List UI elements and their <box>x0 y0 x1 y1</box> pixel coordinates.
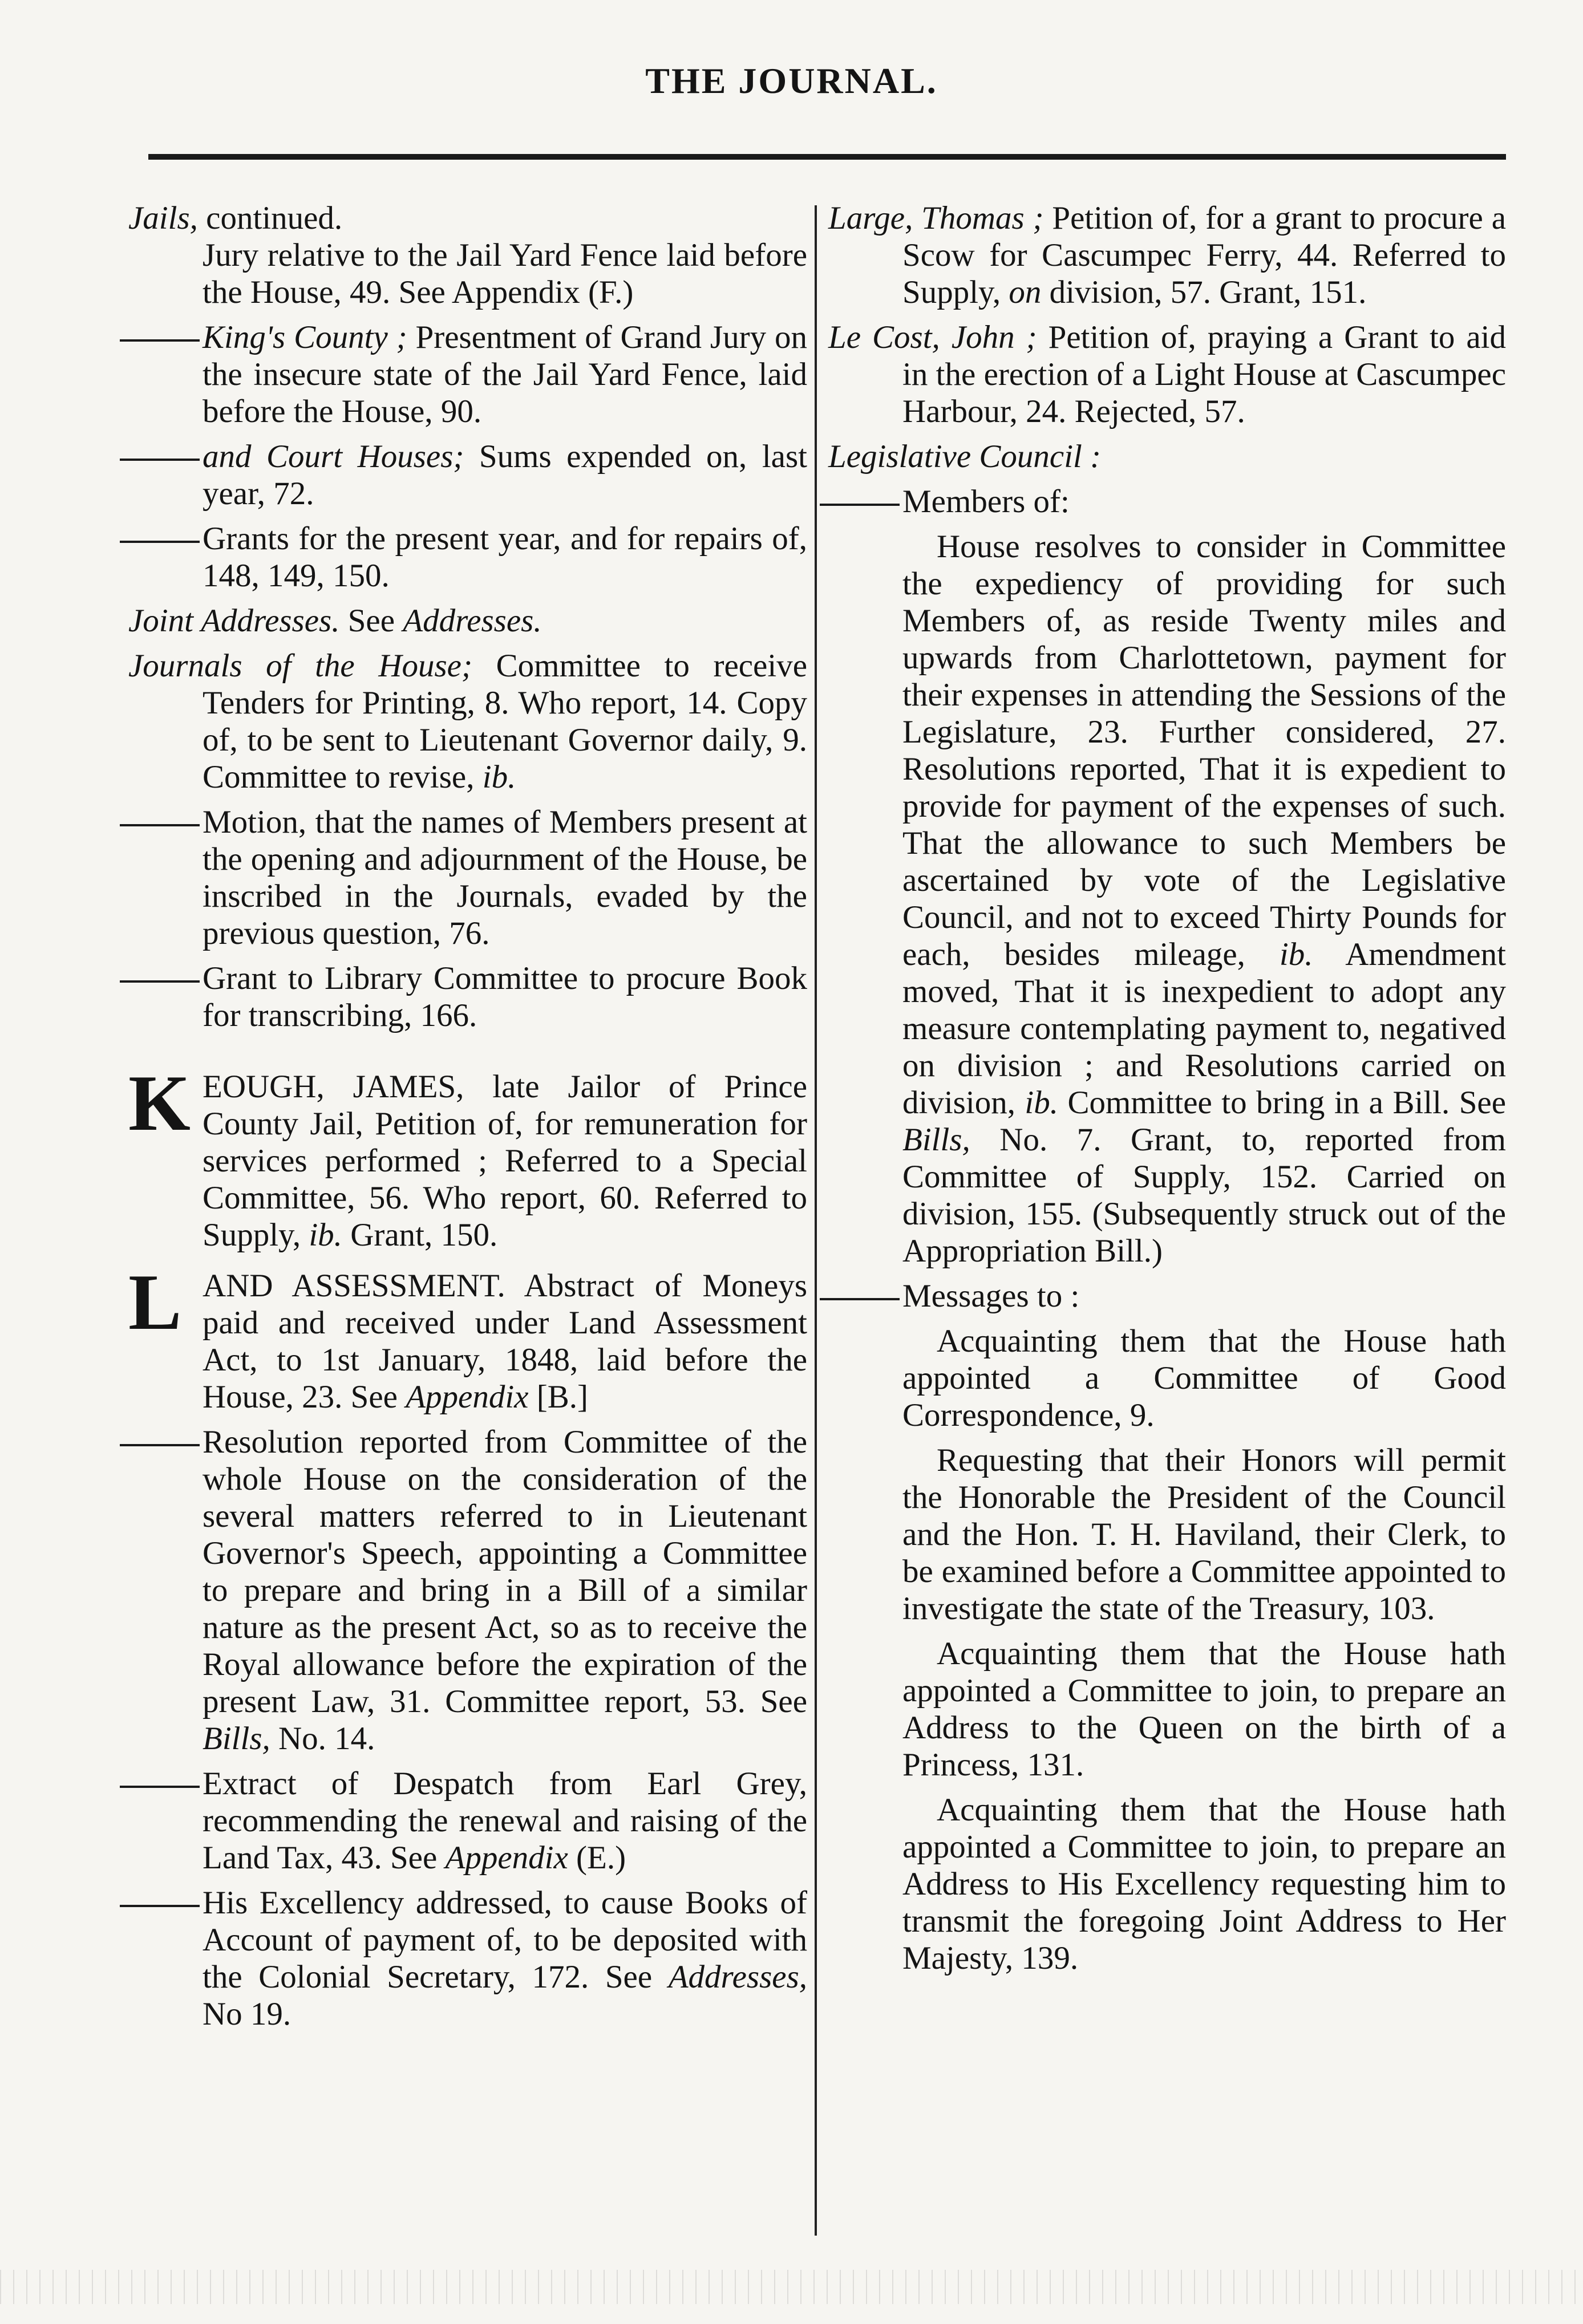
left-column <box>128 200 807 2041</box>
entry-grants: Grants for the present year, and for repairs of, 148, 149, 150. <box>203 520 807 594</box>
dash-rule <box>120 824 200 826</box>
entry-extract: Extract of Despatch from Earl Grey, recommending the renewal and raising of the Land Tax, 43. See Appendix (E.) <box>203 1765 807 1876</box>
dash-rule <box>120 541 200 543</box>
entry-jails: Jails, continued. Jury relative to the Jail Yard Fence laid before the House, 49. See Appendix (F.) <box>128 200 807 310</box>
message-paragraph: Acquainting them that the House hath appointed a Committee to join, to prepare an Address to the Queen on the birth of a Princess, 131. <box>902 1636 1506 1783</box>
entry-journals: Journals of the House; Committee to receive Tenders for Printing, 8. Who report, 14. Copy of, to be sent to Lieutenant Governor daily, 9. Committee to revise, ib. <box>128 648 807 795</box>
entry-library: Grant to Library Committee to procure Book for transcribing, 166. <box>203 960 807 1034</box>
dash-rule <box>820 504 900 506</box>
entry-le-cost: Le Cost, John ; Petition of, praying a Grant to aid in the erection of a Light House at Cascumpec Harbour, 24. Rejected, 57. <box>828 319 1506 429</box>
header-rule <box>148 154 1506 160</box>
entry-land-assessment: L AND ASSESSMENT. Abstract of Moneys paid and received under Land Assessment Act, to 1st January, 1848, laid before the House, 23. See Appendix [B.] <box>128 1258 807 1415</box>
entry-keough: K EOUGH, JAMES, late Jailor of Prince County Jail, Petition of, for remuneration for services performed ; Referred to a Special Committee, 56. Who report, 60. Referred to Supply, ib. Grant, 150. <box>128 1059 807 1253</box>
dash-rule <box>120 339 200 342</box>
entry-court-houses: and Court Houses; Sums expended on, last year, 72. <box>203 438 807 512</box>
message-paragraph: Acquainting them that the House hath appointed a Committee to join, to prepare an Address to His Excellency requesting him to transmit the foregoing Joint Address to Her Majesty, 139. <box>902 1792 1506 1976</box>
right-column <box>828 200 1506 1985</box>
entry-heading: Jails, <box>128 200 198 236</box>
dash-rule <box>120 1444 200 1446</box>
drop-cap: L <box>128 1258 182 1346</box>
entry-motion: Motion, that the names of Members present at the opening and adjournment of the House, be inscribed in the Journals, evaded by the previous question, 76. <box>203 804 807 952</box>
page-title: THE JOURNAL. <box>645 60 938 101</box>
members-paragraph: House resolves to consider in Committee the expediency of providing for such Members of, as reside Twenty miles and upwards from Charlottetown, payment for their expenses in attending the Sessions of the Legislature, 23. Further considered, 27. Resolutions reported, That it is expedient to provide for payment of the expenses of such. That the allowance to such Members be ascertained by vote of the Legislative Council, and not to exceed Thirty Pounds for each, besides mileage, ib. Amendment moved, That it is inexpedient to adopt any measure contemplating payment to, negatived on division ; and Resolutions carried on division, ib. Committee to bring in a Bill. See Bills, No. 7. Grant, to, reported from Committee of Supply, 152. Carried on division, 155. (Subsequently struck out of the Appropriation Bill.) <box>902 529 1506 1269</box>
entry-kings-county: King's County ; Presentment of Grand Jury on the insecure state of the Jail Yard Fence, laid before the House, 90. <box>203 319 807 430</box>
page-edge-noise <box>0 2270 1583 2304</box>
dash-rule <box>120 1905 200 1907</box>
column-divider <box>815 205 817 2236</box>
dash-rule <box>820 1298 900 1300</box>
dash-rule <box>120 1786 200 1788</box>
entry-joint-addresses: Joint Addresses. See Addresses. <box>128 603 542 639</box>
message-paragraph: Acquainting them that the House hath appointed a Committee of Good Correspondence, 9. <box>902 1323 1506 1433</box>
entry-messages-to: Messages to : <box>902 1277 1506 1315</box>
dash-rule <box>120 459 200 461</box>
dash-rule <box>120 980 200 983</box>
drop-cap: K <box>128 1059 191 1147</box>
entry-his-excellency: His Excellency addressed, to cause Books of Account of payment of, to be deposited with the Colonial Secretary, 172. See Addresses, No 19. <box>203 1884 807 2033</box>
message-paragraph: Requesting that their Honors will permit the Honorable the President of the Council and the Hon. T. H. Haviland, their Clerk, to be examined before a Committee appointed to investigate the state of the Treasury, 103. <box>902 1442 1506 1627</box>
entry-members-of: Members of: <box>902 483 1506 520</box>
entry-large-thomas: Large, Thomas ; Petition of, for a grant to procure a Scow for Cascumpec Ferry, 44. Referred to Supply, on division, 57. Grant, 151. <box>828 200 1506 310</box>
entry-legislative-council: Legislative Council : <box>828 439 1102 474</box>
entry-resolution: Resolution reported from Committee of the whole House on the consideration of the several matters referred to in Lieutenant Governor's Speech, appointing a Committee to prepare and bring in a Bill of a similar nature as the present Act, so as to receive the Royal allowance before the expiration of the present Law, 31. Committee report, 53. See Bills, No. 14. <box>203 1423 807 1757</box>
